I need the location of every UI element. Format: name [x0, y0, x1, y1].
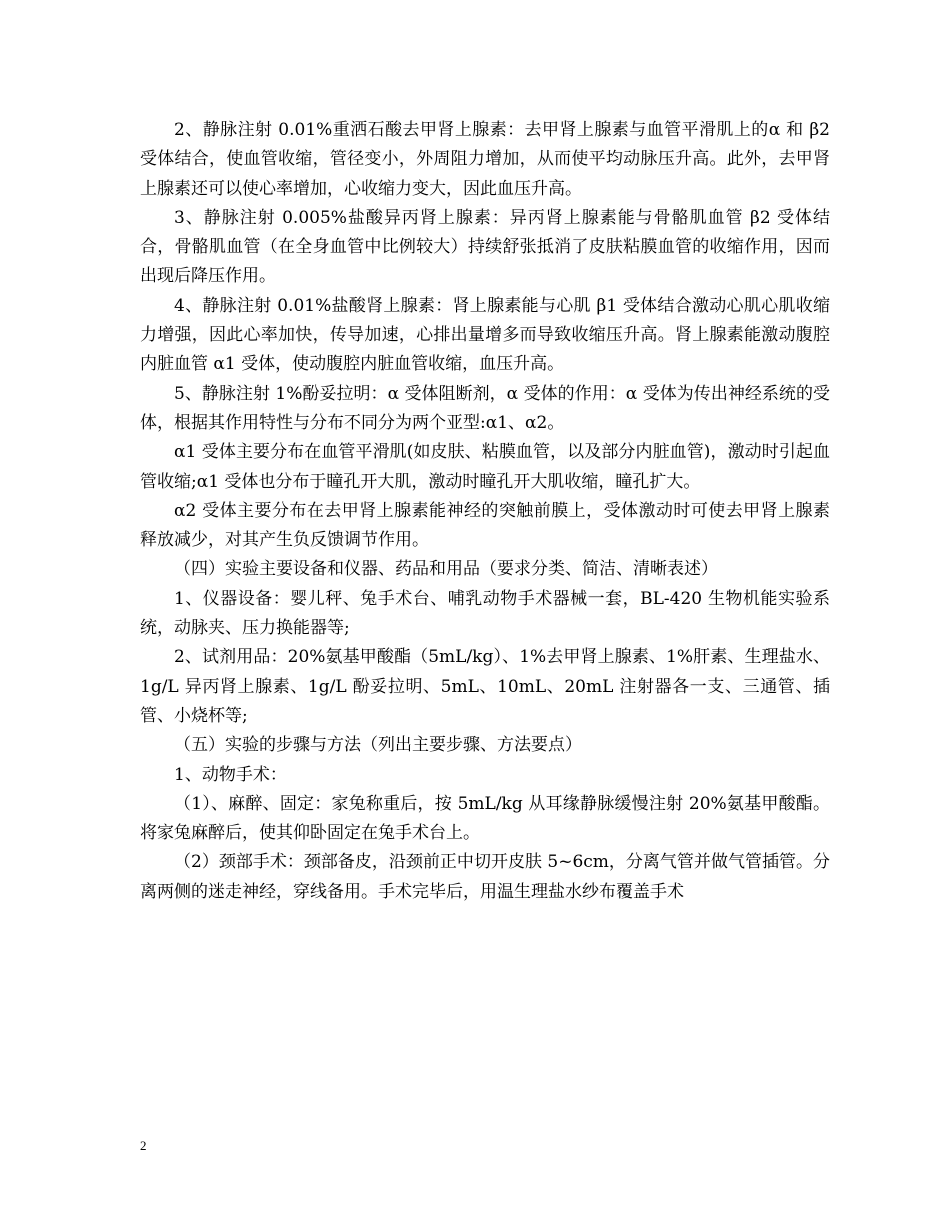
paragraph-alpha2-receptor: α2 受体主要分布在去甲肾上腺素能神经的突触前膜上，受体激动时可使去甲肾上腺素释放减少，对其产生负反馈调节作用。: [140, 500, 830, 551]
paragraph-isoproterenol: 3、静脉注射 0.005%盐酸异丙肾上腺素：异丙肾上腺素能与骨骼肌血管 β2 受体结合，骨骼肌血管（在全身血管中比例较大）持续舒张抵消了皮肤粘膜血管的收缩作用，因而出现后降压作用。: [140, 207, 830, 287]
page-number: 2: [140, 1138, 147, 1153]
paragraph-neck-surgery: （2）颈部手术：颈部备皮，沿颈前正中切开皮肤 5~6cm，分离气管并做气管插管。分离两侧的迷走神经，穿线备用。手术完毕后，用温生理盐水纱布覆盖手术: [140, 852, 830, 902]
paragraph-norepinephrine: 2、静脉注射 0.01%重洒石酸去甲肾上腺素：去甲肾上腺素与血管平滑肌上的α 和 β2 受体结合，使血管收缩，管径变小，外周阻力增加，从而使平均动脉压升高。此外，去甲肾上腺素还可以使心率增加，心收缩力变大，因此血压升高。: [140, 120, 830, 199]
paragraph-instruments: 1、仪器设备：婴儿秤、兔手术台、哺乳动物手术器械一套，BL-420 生物机能实验系统，动脉夹、压力换能器等;: [140, 588, 830, 639]
section-heading-equipment: （四）实验主要设备和仪器、药品和用品（要求分类、简洁、清晰表述）: [174, 559, 718, 580]
paragraph-reagents: 2、试剂用品：20%氨基甲酸酯（5mL/kg）、1%去甲肾上腺素、1%肝素、生理盐水、1g/L 异丙肾上腺素、1g/L 酚妥拉明、5mL、10mL、20mL 注射器各一支、三通管、插管、小烧杯等;: [140, 647, 830, 726]
document-body: [140, 116, 830, 907]
paragraph-anesthesia: （1）、麻醉、固定：家兔称重后，按 5mL/kg 从耳缘静脉缓慢注射 20%氨基甲酸酯。将家兔麻醉后，使其仰卧固定在兔手术台上。: [140, 793, 830, 844]
paragraph-epinephrine: 4、静脉注射 0.01%盐酸肾上腺素：肾上腺素能与心肌 β1 受体结合激动心肌心肌收缩力增强，因此心率加快，传导加速，心排出量增多而导致收缩压升高。肾上腺素能激动腹腔内脏血管 α1 受体，使动腹腔内脏血管收缩，血压升高。: [140, 295, 830, 375]
paragraph-phentolamine: 5、静脉注射 1%酚妥拉明：α 受体阻断剂，α 受体的作用：α 受体为传出神经系统的受体，根据其作用特性与分布不同分为两个亚型:α1、α2。: [140, 383, 830, 433]
paragraph-alpha1-receptor: α1 受体主要分布在血管平滑肌(如皮肤、粘膜血管，以及部分内脏血管)，激动时引起血管收缩;α1 受体也分布于瞳孔开大肌，激动时瞳孔开大肌收缩，瞳孔扩大。: [140, 442, 830, 492]
paragraph-animal-surgery: 1、动物手术：: [174, 764, 287, 785]
section-heading-procedure: （五）实验的步骤与方法（列出主要步骤、方法要点）: [174, 735, 582, 756]
